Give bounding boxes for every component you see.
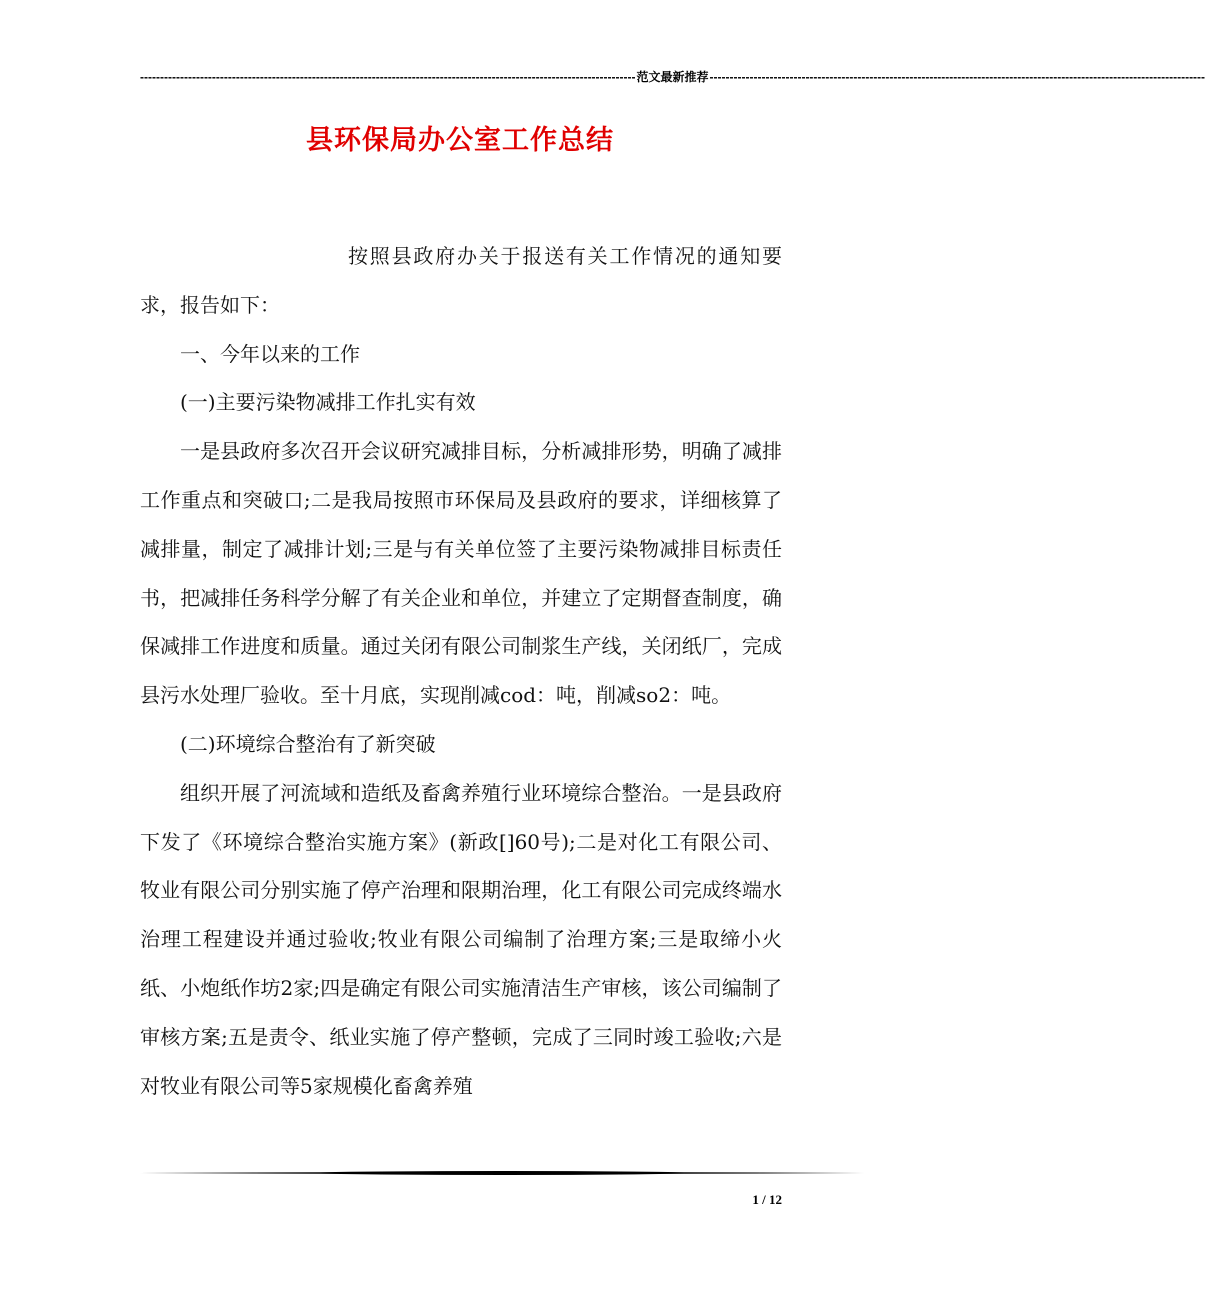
body-paragraph: 一是县政府多次召开会议研究减排目标，分析减排形势，明确了减排工作重点和突破口;二是我局按照市环保局及县政府的要求，详细核算了减排量，制定了减排计划;三是与有关单位签了主要污染物减排目标责任书，把减排任务科学分解了有关企业和单位，并建立了定期督查制度，确保减排工作进度和质量。通过关闭有限公司制浆生产线，关闭纸厂，完成县污水处理厂验收。至十月底，实现削减cod：吨，削减so2：吨。 [140, 439, 782, 708]
intro-paragraph: 按照县政府办关于报送有关工作情况的通知要求，报告如下： [140, 244, 782, 317]
section-heading: 一、今年以来的工作 [180, 341, 360, 366]
subsection-heading: (一)主要污染物减排工作扎实有效 [180, 390, 476, 415]
header-dashes-right: ---------------------------------------------------------------------------------------------------------------------------- [709, 69, 1205, 84]
header-label: 范文最新推荐 [636, 70, 709, 84]
page-header [140, 68, 1205, 85]
subsection-heading: (二)环境综合整治有了新突破 [180, 731, 436, 756]
document-body [140, 232, 782, 1110]
footer-divider [140, 1168, 864, 1178]
page-number: 1 / 12 [752, 1192, 782, 1207]
document-title: 县环保局办公室工作总结 [306, 125, 614, 156]
header-dashes-left: ---------------------------------------------------------------------------------------------------------------------------- [140, 69, 636, 84]
body-paragraph: 组织开展了河流域和造纸及畜禽养殖行业环境综合整治。一是县政府下发了《环境综合整治实施方案》(新政[]60号);二是对化工有限公司、牧业有限公司分别实施了停产治理和限期治理，化工有限公司完成终端水治理工程建设并通过验收;牧业有限公司编制了治理方案;三是取缔小火纸、小炮纸作坊2家;四是确定有限公司实施清洁生产审核，该公司编制了审核方案;五是责令、纸业实施了停产整顿，完成了三同时竣工验收;六是对牧业有限公司等5家规模化畜禽养殖 [140, 780, 782, 1098]
